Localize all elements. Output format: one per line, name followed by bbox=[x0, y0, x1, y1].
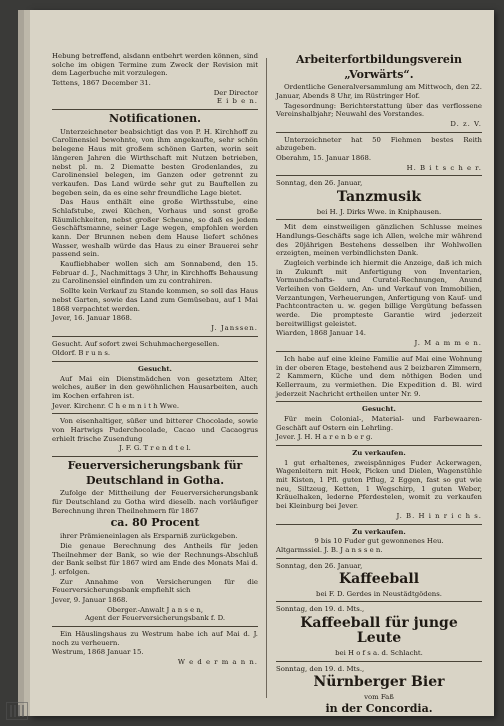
ad-text: Zufolge der Mittheilung der Feuerversicherungsbank für Deutschland zu Gotha wird dieselb. nach vorläufiger Berechnung ihren Theilnehmern für 1867 bbox=[52, 489, 258, 515]
ad-text: Westrum, 1868 Januar 15. bbox=[52, 648, 144, 657]
section-divider bbox=[52, 626, 258, 627]
ad-text: 9 bis 10 Fuder gut gewonnenes Heu. bbox=[314, 537, 444, 546]
ad-text: Oberahm, 15. Januar 1868. bbox=[276, 154, 372, 163]
ad-text: Altgarmssiel. J. B. J a n s s e n. bbox=[276, 545, 383, 554]
column-divider bbox=[266, 58, 267, 698]
ad-text: Mit dem einstweiligen gänzlichen Schlusse meines Handlungs-Geschäfts sage ich Allen, welche mir während des 20jährigen Bestehens desselben ihr Wohlwollen erzeigten, meinen verbindlichsten Dank. bbox=[276, 223, 482, 258]
ad-text: bei F. D. Gerdes in Neustädtgödens. bbox=[316, 589, 442, 598]
ad-text: Oldorf. B r u n s. bbox=[52, 349, 111, 358]
ad-text: bei H o f s a. d. Schlacht. bbox=[335, 648, 423, 657]
ad-heading: „Vorwärts“. bbox=[344, 67, 414, 81]
left-column bbox=[52, 52, 258, 667]
ad-heading: Kaffeeball bbox=[338, 571, 420, 588]
ad-text: Unterzeichneter beabsichtigt das von P. H. Kirchhoff zu Carolinensiel bewohnte, von ihm angekaufte, sehr schön belegene Haus mit großem schönen Garten, worin seit längeren Jahren die Wirthschaft mit Nutzen betrieben, nebst pl. m. 2 Diematte besten Grodenlandes, zu Carolinensiel belegen, im Ganzen oder getrennt zu verkaufen. Das Land würde sehr gut zu Bauftellen zu begeben sein, da es eine sehr freundliche Lage bietet. bbox=[52, 127, 258, 197]
ad-text: Ordentliche Generalversammlung am Mittwoch, den 22. Januar, Abends 8 Uhr, im Rüstringer Hof. bbox=[276, 83, 482, 100]
section-divider bbox=[276, 351, 482, 352]
section-divider bbox=[52, 336, 258, 337]
section-divider bbox=[276, 558, 482, 559]
ad-heading: Gesucht. bbox=[138, 364, 172, 373]
ad-text: Tagesordnung: Berichterstattung über das verflossene Vereinshalbjahr; Neuwahl des Vorstandes. bbox=[276, 101, 482, 119]
section-divider bbox=[276, 219, 482, 220]
ad-text: Für mein Colonial-, Material- und Farbewaaren-Geschäft auf Ostern ein Lehrling. bbox=[276, 414, 482, 432]
section-divider bbox=[276, 401, 482, 402]
ad-text: J. Janssen. bbox=[211, 323, 258, 332]
ad-text: Sonntag, den 19. d. Mts., bbox=[276, 605, 365, 614]
ad-text: vom Faß bbox=[364, 692, 394, 701]
ad-text: Die genaue Berechnung des Antheils für jeden Theilnehmer der Bank, so wie der Rechnungs-Abschluß der Bank selbst für 1867 wird am Ende des Monats Mai d. J. erfolgen. bbox=[52, 541, 258, 576]
ad-text: W e d e r m a n n. bbox=[177, 658, 258, 667]
ad-text: Sonntag, den 26. Januar, bbox=[276, 179, 363, 188]
ad-text: J. F. G. T r e n d t e l. bbox=[119, 444, 191, 453]
ad-text: Von eisenhaltiger, süßer und bitterer Chocolade, sowie von Hartwigs Puderchocolade, Cacao und Cacaogrus erhielt frische Zusendung bbox=[52, 417, 258, 443]
ad-text: Jever, 9. Januar 1868. bbox=[52, 595, 128, 604]
ad-heading: ca. 80 Procent bbox=[110, 516, 200, 530]
ad-heading: Gesucht. bbox=[362, 405, 396, 414]
ad-heading: Tanzmusik bbox=[336, 189, 422, 206]
ad-text: Jever. J. H. H a r e n b e r g. bbox=[276, 433, 373, 442]
ad-text: Agent der Feuerversicherungsbank f. D. bbox=[84, 614, 226, 623]
section-divider bbox=[276, 661, 482, 662]
section-divider bbox=[52, 361, 258, 362]
ad-heading: Feuerversicherungsbank für bbox=[67, 459, 243, 473]
section-divider bbox=[276, 175, 482, 176]
ad-text: Wiarden, 1868 Januar 14. bbox=[276, 329, 366, 338]
ad-text: H. B i t s c h e r. bbox=[406, 163, 482, 172]
ad-text: Ein Häuslingshaus zu Westrum habe ich auf Mai d. J. noch zu verheuern. bbox=[52, 630, 258, 647]
section-divider bbox=[276, 132, 482, 133]
ad-text: Sonntag, den 26. Januar, bbox=[276, 561, 363, 570]
ad-text: Der Director bbox=[213, 88, 258, 97]
ad-text: E i b e n. bbox=[216, 97, 258, 106]
ad-text: 1 gut erhaltenes, zweispänniges Fuder Ackerwagen, Wagenleitern mit Heek, Picken und Dielen, Wagenstühle mit Kisten, 1 Pfl. guten Pflug, 2 Eggen, fast so gut wie neu, Siltzeug, Ketten, 1 Wegschirp, 1 guten Weber, Kräuelhaken, lederne Pferdestelen, womit zu verkaufen bei Kleinburg bei Jever. bbox=[276, 458, 482, 511]
ad-text: Unterzeichneter hat 50 Fiehmen bestes Reith abzugeben. bbox=[276, 135, 482, 153]
right-column bbox=[276, 52, 482, 716]
ad-text: J. M a m m e n. bbox=[414, 339, 482, 348]
ad-text: Auf Mai ein Dienstmädchen von gesetztem Alter, welches, außer in den gewöhnlichen Hausarbeiten, auch im Kochen erfahren ist. bbox=[52, 374, 258, 401]
section-divider bbox=[276, 524, 482, 525]
ad-text: Ich habe auf eine kleine Familie auf Mai eine Wohnung in der oberen Etage, bestehend aus 2 beizbaren Zimmern, 2 Kammern, Küche und dem nöthigen Boden und Kellerraum, zu vermiethen. Die Expedition d. Bl. wird jederzeit Nachricht ertheilen unter Nr. 9. bbox=[276, 354, 482, 398]
ad-text: ihrer Prämieneinlagen als Ersparniß zurückgeben. bbox=[60, 532, 238, 541]
ad-text: Jever, 16. Januar 1868. bbox=[52, 314, 132, 323]
ad-text: Kaufliebhaber wollen sich am Sonnabend, den 15. Februar d. J., Nachmittags 3 Uhr, in Kirchhoffs Behausung zu Carolinensiel einfinden um zu contrahiren. bbox=[52, 260, 258, 286]
ad-heading: Arbeiterfortbildungsverein bbox=[296, 53, 462, 66]
newspaper-page bbox=[30, 10, 494, 716]
ad-heading: Zu verkaufen. bbox=[352, 527, 406, 536]
section-divider bbox=[52, 456, 258, 457]
library-building-logo-icon bbox=[6, 702, 28, 720]
ad-text: Hebung betreffend, alsdann entbehrt werden können, sind solche im obigen Termine zum Zweck der Revision mit dem Lagerbuche mit vorzulegen. bbox=[52, 52, 258, 78]
section-divider bbox=[276, 445, 482, 446]
ad-text: Sollte kein Verkauf zu Stande kommen, so soll das Haus nebst Garten, sowie das Land zum Gemüsebau, auf 1 Mai 1868 verpachtet werden. bbox=[52, 287, 258, 313]
section-divider bbox=[52, 109, 258, 110]
ad-text: Tettens, 1867 December 31. bbox=[52, 79, 151, 88]
ad-heading: Kaffeeball für junge Leute bbox=[300, 615, 458, 647]
ad-heading: Notificationen. bbox=[109, 112, 201, 126]
ad-text: Gesucht. Auf sofort zwei Schuhmachergesellen. bbox=[52, 339, 220, 348]
ad-heading: in der Concordia. bbox=[325, 702, 433, 716]
ad-text: Das Haus enthält eine große Wirthsstube, eine Schlafstube, zwei Küchen, Vorhaus und sonst große Räumlichkeiten, nebst großer Scheune, so daß es jedem Geschäftsmanne, seiner Lage wegen, empfohlen werden kann. Der Brunnen neben dem Hause liefert schönes Wasser, weshalb würde das Haus zu einer Brauerei sehr passend sein. bbox=[52, 198, 258, 259]
section-divider bbox=[52, 413, 258, 414]
ad-text: Oberger.-Anwalt J a n s e n, bbox=[106, 605, 204, 614]
ad-text: Sonntag, den 19. d. Mts., bbox=[276, 664, 365, 673]
ad-text: D. z. V. bbox=[450, 120, 482, 129]
ad-text: Zur Annahme von Versicherungen für die Feuerversicherungsbank empfiehlt sich bbox=[52, 577, 258, 595]
ad-text: Zugleich verbinde ich hiermit die Anzeige, daß ich mich in Zukunft mit Anfertigung von Inventarien, Vormundschafts- und Curatel-Rechnungen, Anund Verleihen von Geldern, An- und Verkauf von Immobilien, Verzantungen, Verheuerungen, Anfertigung von Kauf- und Pachtcontracten u. w. gegen billige Vergütung befassen werde. Die prompteste Garantie wird jederzeit bereitwilligst geleistet. bbox=[276, 258, 482, 328]
section-divider bbox=[276, 601, 482, 602]
ad-text: bei H. J. Dirks Wwe. in Kniphausen. bbox=[316, 207, 442, 216]
ad-heading: Zu verkaufen. bbox=[352, 449, 406, 458]
ad-heading: Nürnberger Bier bbox=[313, 674, 445, 691]
ad-text: J. B. H i n r i c h s. bbox=[396, 511, 482, 520]
ad-text: Jever. Kirchenr. C h e m n i t h Wwe. bbox=[52, 401, 180, 410]
ad-heading: Deutschland in Gotha. bbox=[85, 473, 225, 487]
